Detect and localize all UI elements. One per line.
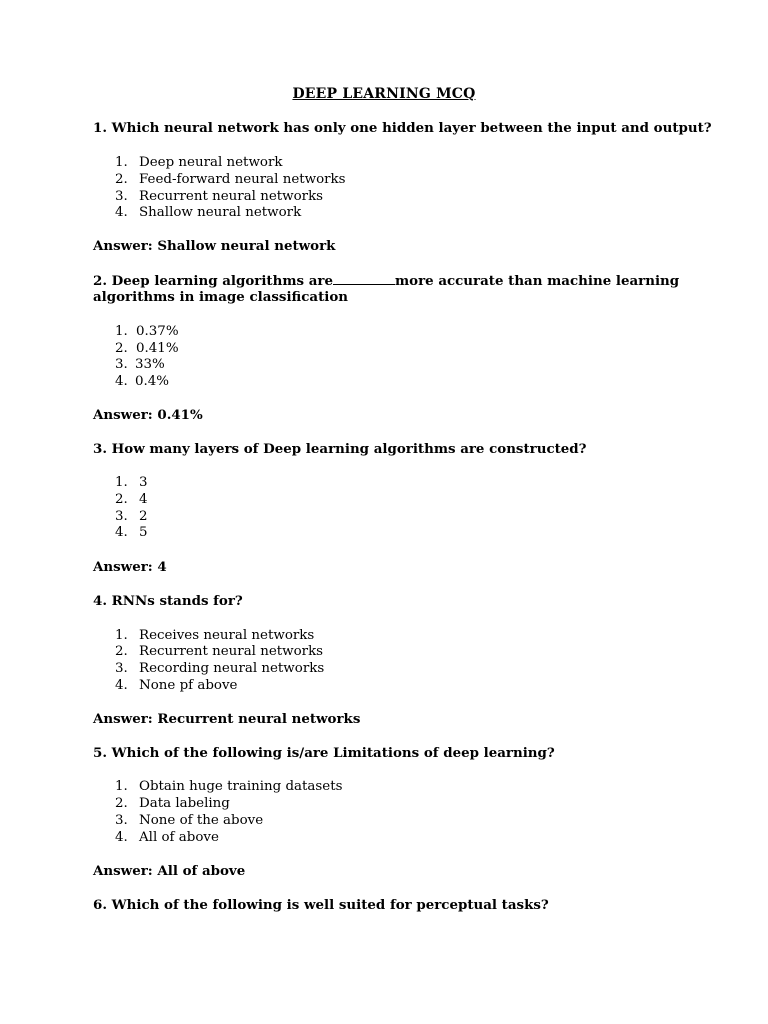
question-4: 4. RNNs stands for?: [93, 593, 243, 609]
answer-blank: [333, 272, 395, 285]
question-2: 2. Deep learning algorithms are more accurate than machine learning: [93, 273, 680, 289]
question-1: 1. Which neural network has only one hidden layer between the input and output?: [93, 120, 712, 136]
q2-answer: Answer: 0.41%: [93, 407, 203, 423]
q4-answer: Answer: Recurrent neural networks: [93, 711, 361, 727]
document-title: DEEP LEARNING MCQ: [292, 86, 476, 102]
question-2-line-2: algorithms in image classification: [93, 289, 349, 305]
document-page: DEEP LEARNING MCQ 1. Which neural network has only one hidden layer between the input and output? 1. Deep neural network 2. Feed-forward neural networks 3. Recurrent neural networks 4. Shallow neural network Answer: Shallow neural network 2. Deep learning algorithms are more accurate than machine learning algorithms in image classification 1. 0.37% 2. 0.41% 3. 33% 4. 0.4% Answer: 0.41% 3. How many layers of Deep learning algorithms are constructed? 1. 3 2. 4 3. 2 4. 5 Answer: 4 4. RNNs stands for? 1. Receives neural networks 2. Recurrent neural networks 3. Recording neural networks 4. None pf above Answer: Recurrent neural networks 5. Which of the following is/are Limitations of deep learning? 1. Obtain huge training datasets 2. Data labeling 3. None of the above 4. All of above Answer: All of above 6. Which of the following is well suited for perceptual tasks?: [0, 0, 768, 1024]
question-3: 3. How many layers of Deep learning algorithms are constructed?: [93, 441, 587, 457]
q3-answer: Answer: 4: [93, 559, 167, 575]
q1-answer: Answer: Shallow neural network: [93, 238, 336, 254]
question-6: 6. Which of the following is well suited for perceptual tasks?: [93, 897, 549, 913]
question-5: 5. Which of the following is/are Limitations of deep learning?: [93, 745, 555, 761]
q5-answer: Answer: All of above: [93, 863, 246, 879]
